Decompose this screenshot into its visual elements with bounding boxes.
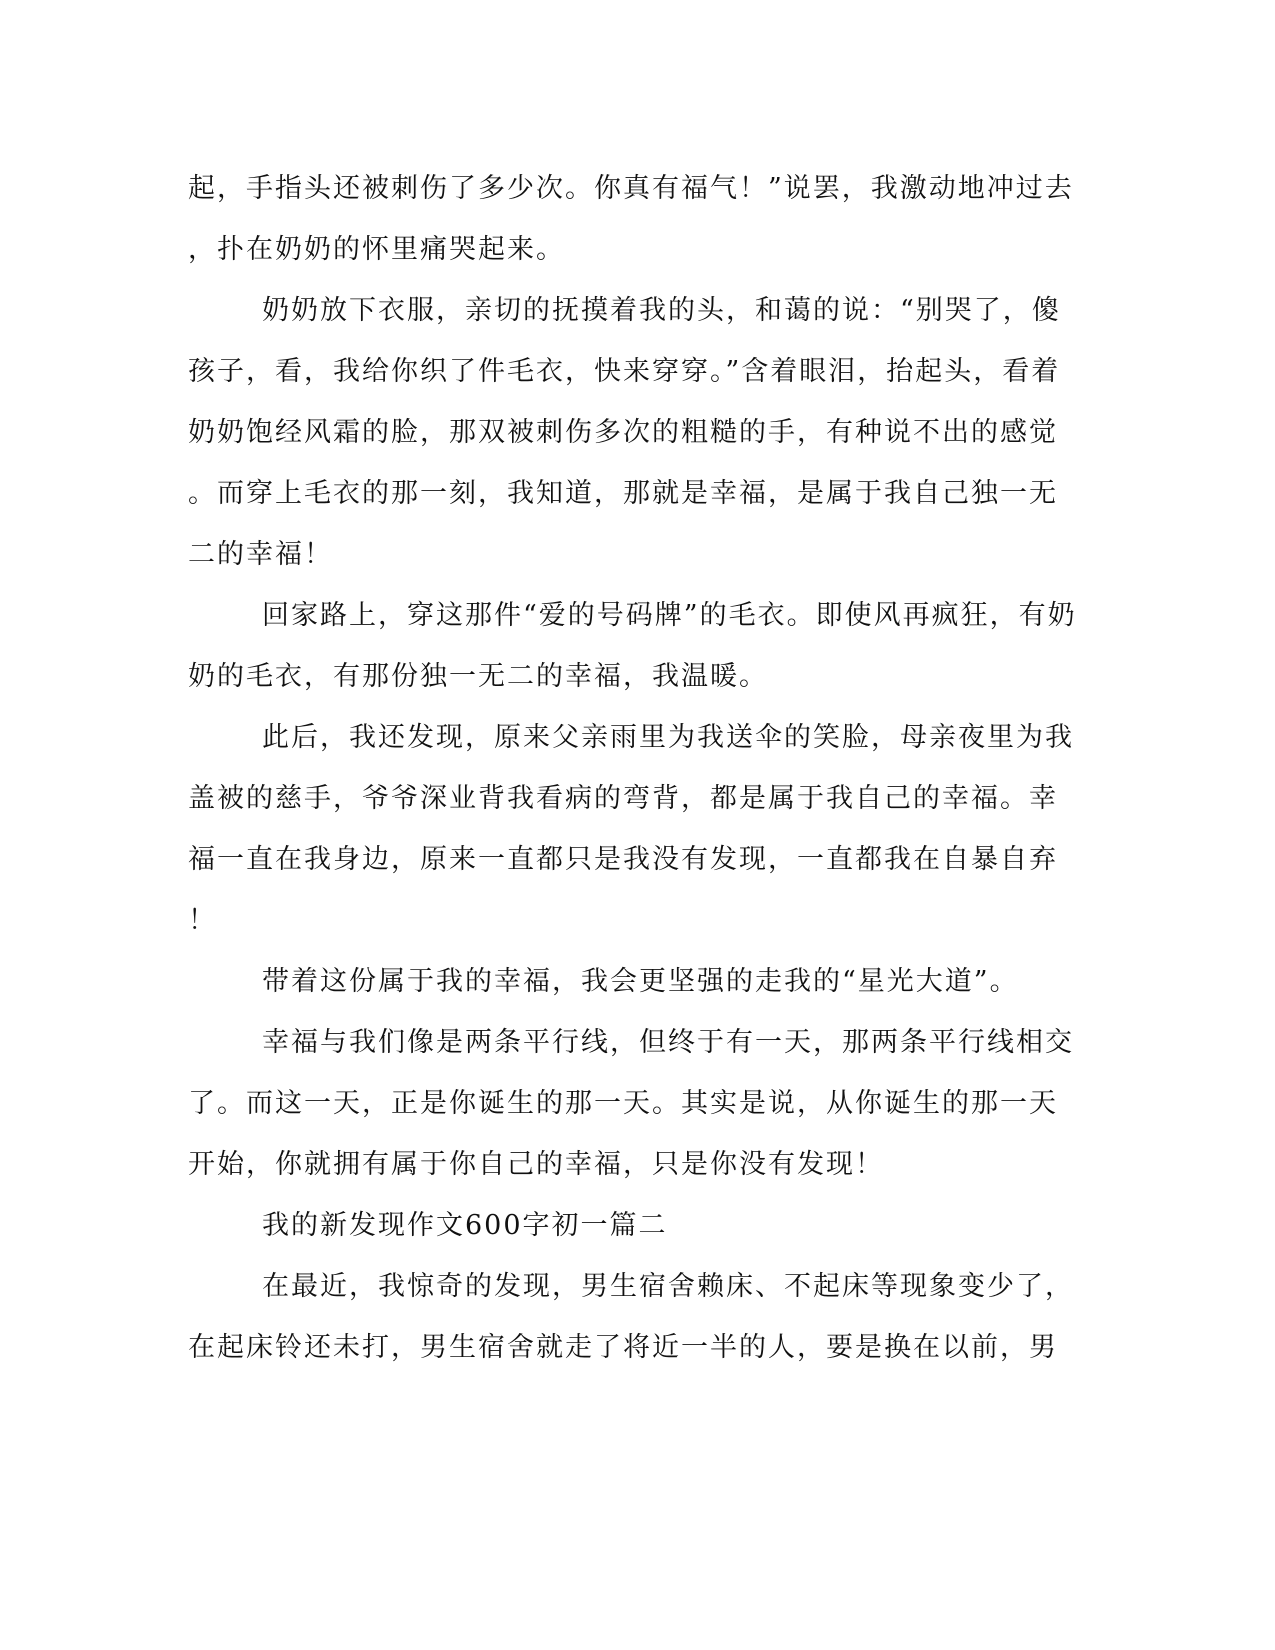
text-line: 带着这份属于我的幸福，我会更坚强的走我的“星光大道”。 bbox=[262, 966, 1019, 997]
text-line: 开始，你就拥有属于你自己的幸福，只是你没有发现！ bbox=[188, 1149, 884, 1180]
text-line: ，扑在奶奶的怀里痛哭起来。 bbox=[188, 234, 565, 265]
text-line: 福一直在我身边，原来一直都只是我没有发现，一直都我在自暴自弃 bbox=[188, 844, 1058, 875]
text-line: 了。而这一天，正是你诞生的那一天。其实是说，从你诞生的那一天 bbox=[188, 1088, 1058, 1119]
text-line: 。而穿上毛衣的那一刻，我知道，那就是幸福，是属于我自己独一无 bbox=[188, 478, 1058, 509]
text-line: 幸福与我们像是两条平行线，但终于有一天，那两条平行线相交 bbox=[262, 1027, 1074, 1058]
text-line: 起，手指头还被刺伤了多少次。你真有福气！”说罢，我激动地冲过去 bbox=[188, 173, 1074, 204]
text-line: 在起床铃还未打，男生宿舍就走了将近一半的人，要是换在以前，男 bbox=[188, 1332, 1058, 1363]
text-line: 奶的毛衣，有那份独一无二的幸福，我温暖。 bbox=[188, 661, 768, 692]
text-line: 二的幸福！ bbox=[188, 539, 333, 570]
text-line: 奶奶饱经风霜的脸，那双被刺伤多次的粗糙的手，有种说不出的感觉 bbox=[188, 417, 1058, 448]
text-line: 奶奶放下衣服，亲切的抚摸着我的头，和蔼的说：“别哭了，傻 bbox=[262, 295, 1061, 326]
text-line: 此后，我还发现，原来父亲雨里为我送伞的笑脸，母亲夜里为我 bbox=[262, 722, 1074, 753]
text-line: 盖被的慈手，爷爷深业背我看病的弯背，都是属于我自己的幸福。幸 bbox=[188, 783, 1058, 814]
text-line: 在最近，我惊奇的发现，男生宿舍赖床、不起床等现象变少了， bbox=[262, 1271, 1074, 1302]
document-body bbox=[188, 158, 1088, 1378]
section-heading: 我的新发现作文600字初一篇二 bbox=[262, 1210, 668, 1241]
text-line: 回家路上，穿这那件“爱的号码牌”的毛衣。即使风再疯狂，有奶 bbox=[262, 600, 1077, 631]
text-line: 孩子，看，我给你织了件毛衣，快来穿穿。”含着眼泪，抬起头，看着 bbox=[188, 356, 1061, 387]
text-line: ！ bbox=[188, 905, 217, 936]
